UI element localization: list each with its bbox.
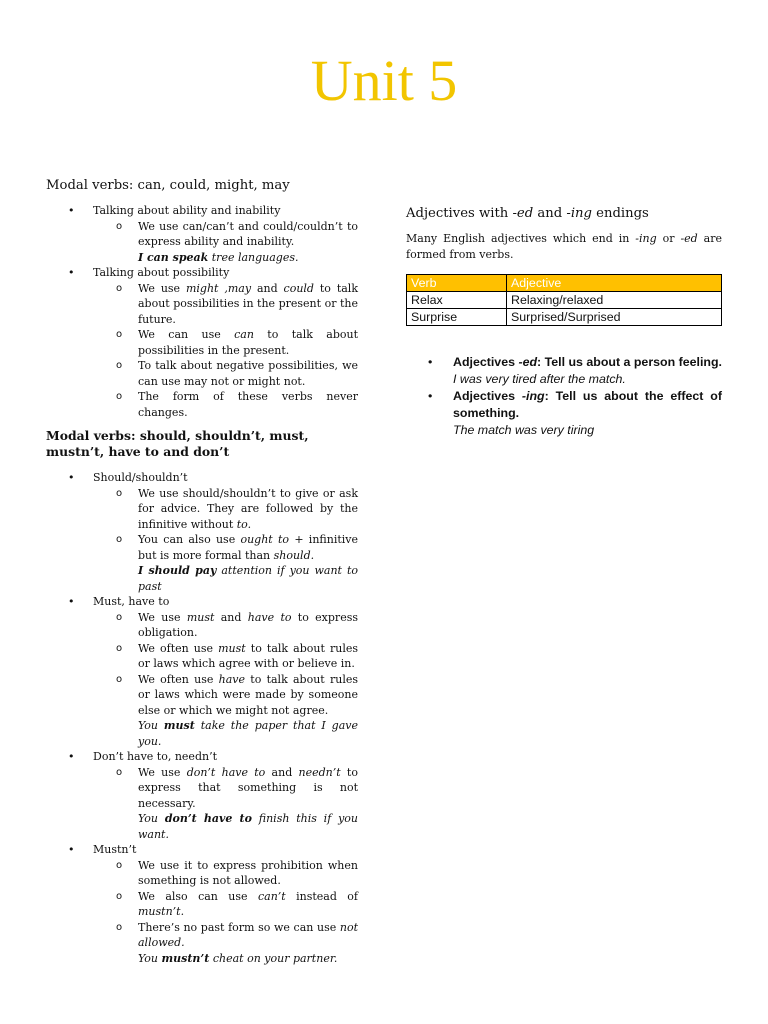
table-cell: Surprised/Surprised [507,309,722,326]
text: to talk about rules or laws which were made by someone else or which we might not agree. [138,672,358,717]
sub-item [93,486,358,533]
ability-list [46,203,364,420]
text: instead of [285,889,359,903]
text: You can also use [138,533,241,546]
sub-item-text: We use can/can’t and could/couldn’t to express ability and inability. [138,219,358,248]
text-bold-italic: -ed [518,355,538,369]
example-text: You [138,951,162,965]
list-item [406,354,722,388]
example-bold: don’t have to [164,812,252,825]
text-italic: must [186,610,215,624]
text-italic: can’t [257,889,286,903]
example-text: take the paper that I gave you. [138,719,358,748]
sub-item [93,532,358,594]
example-text: You [138,719,164,732]
text-italic: not allowed. [138,920,358,949]
text: and [265,765,299,779]
table-header-cell: Adjective [507,275,722,292]
text: We use [138,765,187,779]
text: We often use [138,641,219,655]
text-italic: mustn’t. [138,905,185,918]
text: + infinitive but is more formal than [138,533,359,562]
sub-item [93,327,358,358]
list-item [46,842,364,966]
list-item-label: Must, have to [93,595,170,608]
example-bold: mustn’t [161,951,210,965]
sub-item [93,889,358,920]
sub-item [93,672,358,750]
list-item-label: Don’t have to, needn’t [93,750,217,763]
example [138,951,358,967]
text-italic: can [234,328,254,341]
section-heading-modals-2: Modal verbs: should, shouldn’t, must, mustn’t, have to and don’t [46,428,309,459]
text: We use [138,281,186,295]
text-italic: have to [247,610,292,624]
list-item [46,749,364,842]
example [138,811,358,842]
section-heading-modals-1: Modal verbs: can, could, might, may [46,178,290,193]
text: and [214,610,248,624]
sub-item [93,641,358,672]
text-bold: : Tell us about a person feeling. [537,355,722,369]
example: The match was very tiring [453,423,595,437]
text: We also can use [138,889,258,903]
text-italic: -ed [680,232,698,245]
text-italic: -ed [512,206,534,221]
example-bold: I can speak [138,250,209,264]
sub-item [93,219,358,266]
text: to express that something is not necessary. [138,765,358,810]
example: I was very tired after the match. [453,372,626,386]
text-bold: Adjectives [453,389,522,403]
text-italic: might ,may [185,281,252,295]
sub-item [93,765,358,843]
text-italic: could [283,281,314,295]
text: endings [591,206,649,221]
text: Adjectives with [406,206,513,221]
text-bold-italic: -ing [521,389,545,403]
text: There’s no past form so we can use [138,920,340,934]
list-item-label: Should/shouldn’t [93,471,188,484]
sub-item: o To talk about negative possibilities, we can use may not or might not. [93,358,358,389]
list-item [46,203,364,265]
example [138,563,358,594]
text-bold: Adjectives [453,355,519,369]
table-cell: Relaxing/relaxed [507,292,722,309]
obligation-list [46,470,364,966]
sub-item [93,281,358,328]
text: We can use [138,328,235,341]
text-italic: needn’t [298,765,341,779]
text-italic: should. [273,548,315,562]
text-italic: to. [236,517,252,531]
text-italic: don’t have to [186,765,266,779]
adjective-rules-list [406,354,722,439]
text: are formed from verbs. [406,232,722,261]
table-row [407,292,722,309]
list-item [46,265,364,420]
right-column [406,206,722,439]
list-item [406,388,722,439]
intro-paragraph [406,231,722,262]
text: Many English adjectives which end in [406,232,636,245]
text-italic: -ing [566,206,592,221]
adjectives-table [406,274,722,326]
table-row [407,309,722,326]
example [138,250,358,266]
text: to talk about possibilities in the present. [138,328,359,357]
sub-item: o We use it to express prohibition when something is not allowed. [93,858,358,889]
left-column [46,178,364,966]
example-text: tree languages. [208,250,299,264]
text: We use should/shouldn’t to give or ask for advice. They are followed by the infinitive without [138,486,358,531]
text: We often use [138,672,219,686]
list-item-label: Talking about ability and inability [93,204,281,217]
text: or [656,232,681,245]
text-italic: have [218,672,246,686]
example [138,718,358,749]
example-text: cheat on your partner. [209,951,338,965]
sub-item [93,610,358,641]
list-item-label: Mustn’t [93,843,137,856]
example-bold: I should pay [138,564,217,577]
sub-item [93,920,358,967]
example-text: You [138,812,165,825]
table-header-cell: Verb [407,275,507,292]
list-item [46,594,364,749]
text: We use [138,610,187,624]
list-item-label: Talking about possibility [93,266,230,279]
table-cell: Surprise [407,309,507,326]
text: to talk about rules or laws which agree with or believe in. [138,641,359,670]
text-bold: : Tell us about the effect of something. [453,389,722,420]
text: and [533,206,567,221]
list-item [46,470,364,594]
text-italic: must [218,641,246,655]
example-text: finish this if you want. [138,812,358,841]
text: to talk about possibilities in the present or the future. [138,281,358,326]
text-italic: -ing [635,232,657,245]
sub-item: o The form of these verbs never changes. [93,389,358,420]
text-italic: ought to [240,533,290,546]
example-bold: must [163,719,195,732]
table-cell: Relax [407,292,507,309]
text: and [251,281,284,295]
section-heading-adjectives [406,206,722,221]
table-header-row [407,275,722,292]
text: to express obligation. [138,610,358,639]
example-text: attention if you want to past [138,564,358,593]
page-title: Unit 5 [310,48,458,113]
